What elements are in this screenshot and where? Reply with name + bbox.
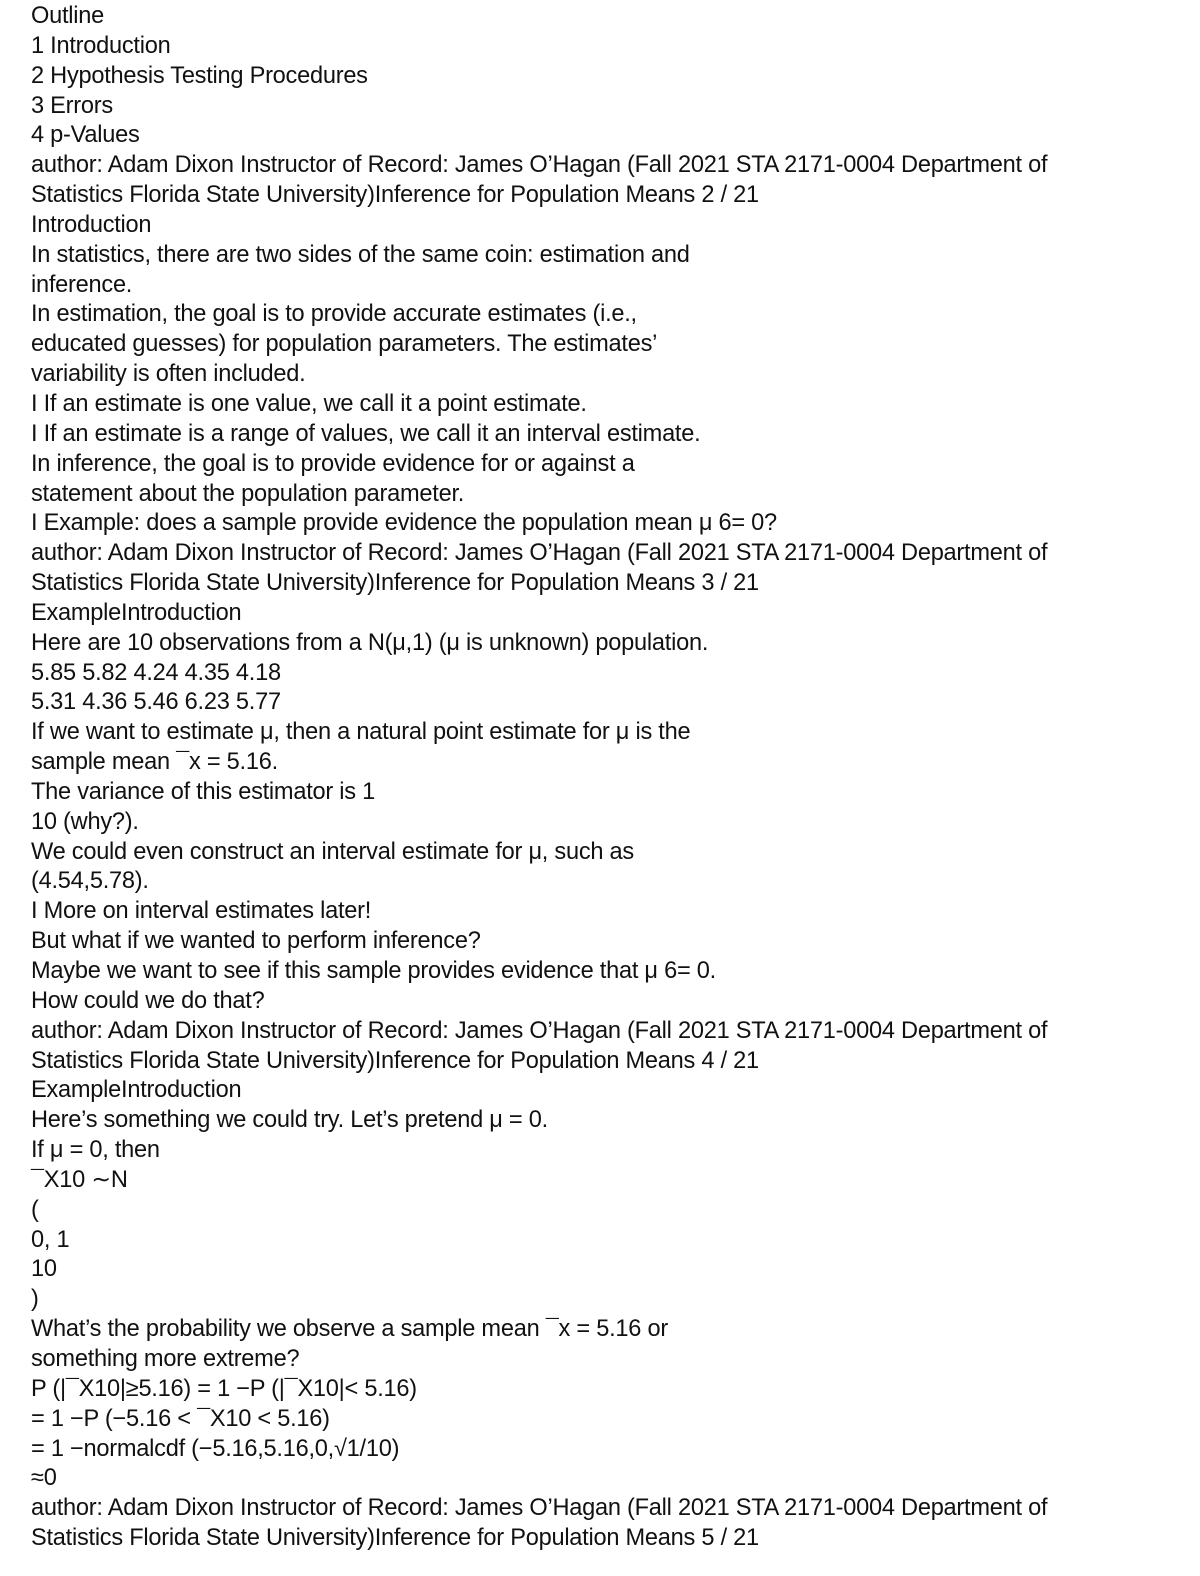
formula-line: P (|¯X10|≥5.16) = 1 −P (|¯X10|< 5.16) [31, 1375, 417, 1402]
slide-footer-line: Statistics Florida State University)Inference for Population Means 2 / 21 [31, 182, 759, 209]
bullet-line: I If an estimate is a range of values, we call it an interval estimate. [31, 420, 701, 447]
text-line: How could we do that? [31, 987, 265, 1014]
formula-line: 10 [31, 1256, 57, 1283]
bullet-line: I Example: does a sample provide evidence the population mean μ 6= 0? [31, 510, 777, 537]
formula-line: 0, 1 [31, 1226, 70, 1253]
formula-line: ) [31, 1286, 39, 1313]
text-line: statement about the population parameter. [31, 480, 465, 507]
text-line: If we want to estimate μ, then a natural point estimate for μ is the [31, 719, 691, 746]
formula-line: ( [31, 1196, 39, 1223]
text-line: If μ = 0, then [31, 1137, 160, 1164]
text-line: Here are 10 observations from a N(μ,1) (μ is unknown) population. [31, 629, 709, 656]
outline-item-hypothesis-testing: 2 Hypothesis Testing Procedures [31, 62, 368, 89]
text-line: (4.54,5.78). [31, 868, 149, 895]
slide-footer-line: author: Adam Dixon Instructor of Record: James O’Hagan (Fall 2021 STA 2171-0004 Department of [31, 1017, 1048, 1044]
slide-heading: ExampleIntroduction [31, 599, 242, 626]
slide-footer-line: Statistics Florida State University)Inference for Population Means 5 / 21 [31, 1525, 759, 1552]
formula-line: = 1 −normalcdf (−5.16,5.16,0,√1/10) [31, 1435, 400, 1462]
outline-heading: Outline [31, 3, 105, 29]
formula-line: ¯X10 ∼N [31, 1166, 128, 1193]
text-line: Here’s something we could try. Let’s pretend μ = 0. [31, 1107, 548, 1134]
observations-row: 5.85 5.82 4.24 4.35 4.18 [31, 659, 281, 686]
slide-footer-line: author: Adam Dixon Instructor of Record: James O’Hagan (Fall 2021 STA 2171-0004 Department of [31, 152, 1048, 179]
text-line: But what if we wanted to perform inference? [31, 928, 481, 955]
text-line: We could even construct an interval estimate for μ, such as [31, 838, 634, 865]
observations-row: 5.31 4.36 5.46 6.23 5.77 [31, 689, 281, 716]
slide-heading: Introduction [31, 211, 152, 238]
text-line: inference. [31, 271, 133, 298]
bullet-line: I If an estimate is one value, we call it a point estimate. [31, 390, 587, 417]
text-line: 10 (why?). [31, 808, 139, 835]
text-line: sample mean ¯x = 5.16. [31, 749, 278, 776]
text-line: educated guesses) for population parameters. The estimates’ [31, 331, 658, 358]
outline-item-errors: 3 Errors [31, 92, 113, 119]
slide-footer-line: Statistics Florida State University)Inference for Population Means 4 / 21 [31, 1047, 759, 1074]
slide-footer-line: Statistics Florida State University)Inference for Population Means 3 / 21 [31, 570, 759, 597]
outline-item-introduction: 1 Introduction [31, 32, 171, 59]
text-line: In statistics, there are two sides of the same coin: estimation and [31, 241, 690, 268]
slide-footer-line: author: Adam Dixon Instructor of Record: James O’Hagan (Fall 2021 STA 2171-0004 Department of [31, 540, 1048, 567]
slide-footer-line: author: Adam Dixon Instructor of Record: James O’Hagan (Fall 2021 STA 2171-0004 Department of [31, 1495, 1048, 1522]
text-line: What’s the probability we observe a sample mean ¯x = 5.16 or [31, 1316, 668, 1343]
text-line: something more extreme? [31, 1345, 300, 1372]
text-line: The variance of this estimator is 1 [31, 778, 375, 805]
formula-line: ≈0 [31, 1465, 57, 1492]
document-body [31, 2, 1181, 1554]
bullet-line: I More on interval estimates later! [31, 898, 372, 925]
text-line: variability is often included. [31, 361, 306, 388]
formula-line: = 1 −P (−5.16 < ¯X10 < 5.16) [31, 1405, 330, 1432]
text-line: Maybe we want to see if this sample provides evidence that μ 6= 0. [31, 958, 716, 984]
slide-heading: ExampleIntroduction [31, 1077, 242, 1104]
text-line: In inference, the goal is to provide evidence for or against a [31, 450, 635, 477]
outline-item-p-values: 4 p-Values [31, 122, 140, 149]
text-line: In estimation, the goal is to provide accurate estimates (i.e., [31, 301, 637, 328]
